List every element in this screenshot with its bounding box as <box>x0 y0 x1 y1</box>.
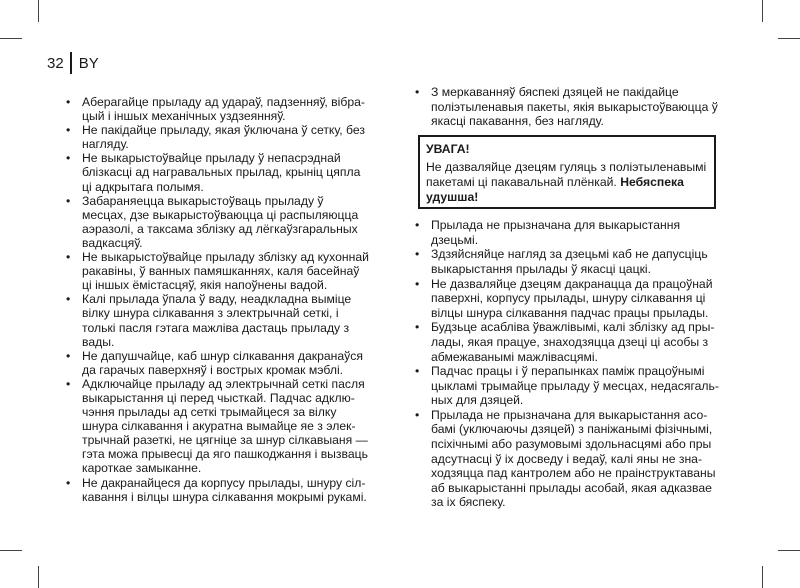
list-item-line: вілку шнура сілкавання з электрычнай сеткі, і <box>82 306 339 321</box>
warning-emphasis: удушша! <box>426 189 479 204</box>
bullet-icon: • <box>415 407 420 422</box>
list-item-line: Не пакідайце прыладу, якая ўключана ў сетку, без <box>82 123 365 138</box>
warning-emphasis: Небяспека <box>620 174 684 189</box>
list-item-line: Калі прылада ўпала ў ваду, неадкладна выміце <box>82 292 352 307</box>
list-item-line: кароткае замыканне. <box>82 461 202 476</box>
list-item-line: якасці пакавання, без нагляду. <box>431 114 604 129</box>
list-item <box>415 218 720 247</box>
list-item-line: бамі (уключаючы дзяцей) з паніжанымі фізічнымі, <box>431 422 713 437</box>
list-item-line: Аберагайце прыладу ад удараў, падзенняў, вібра- <box>82 95 365 109</box>
crop-mark <box>762 0 763 22</box>
bullet-icon: • <box>66 475 71 490</box>
list-item-line: блізкасці ад награвальных прылад, крыніц цяпла <box>82 165 361 180</box>
bullet-icon: • <box>66 292 71 307</box>
header-divider <box>70 52 72 74</box>
list-item-line: Не дакранайцеся да корпусу прылады, шнуру сіл- <box>82 475 366 490</box>
right-column <box>415 85 720 510</box>
list-item <box>415 320 720 364</box>
list-item-line: шнура сілкавання і акуратна вымайце яе з элек- <box>82 419 356 434</box>
list-item-line: ці адкрытага полымя. <box>82 179 204 194</box>
bullet-icon: • <box>66 123 71 138</box>
list-item <box>415 364 720 408</box>
list-item-line: нагляду. <box>82 137 129 152</box>
bullet-icon: • <box>415 320 420 335</box>
bullet-icon: • <box>415 276 420 291</box>
bullet-icon: • <box>66 193 71 208</box>
list-item <box>415 85 720 129</box>
list-item <box>66 123 386 151</box>
list-item-line: Забараняецца выкарыстоўваць прыладу ў <box>82 193 324 208</box>
list-item-line: аб выкарыстанні прылады асобай, якая адказвае <box>431 480 712 495</box>
list-item-line: аэразолі, а таксама зблізку ад лёгкаўзгаральных <box>82 221 358 236</box>
bullet-icon: • <box>415 85 420 99</box>
list-item-line: поліэтыленавыя пакеты, якія выкарыстоўваюцца ў <box>431 99 718 114</box>
list-item-line: за іх бяспеку. <box>431 495 506 510</box>
list-item-line: толькі пасля гэтага мажліва дастаць прыладу з <box>82 320 350 335</box>
list-item-line: цый і іншых механічных уздзеянняў. <box>82 109 286 124</box>
crop-mark <box>0 550 22 551</box>
list-item <box>66 194 386 250</box>
list-item-line: вадкасцяў. <box>82 235 143 250</box>
language-code: BY <box>78 54 99 72</box>
warning-title: УВАГА! <box>426 141 470 156</box>
list-item-line: чэння прылады ад сеткі трымайцеся за вілку <box>82 405 337 420</box>
crop-mark <box>762 566 763 588</box>
list-item-line: ходзяцца пад кантролем або не праінструктаваны <box>431 466 716 481</box>
bullet-icon: • <box>66 250 71 265</box>
list-item-line: Прылада не прызначана для выкарыстання асо- <box>431 407 708 422</box>
right-list-before <box>415 85 720 129</box>
list-item-line: Не дазваляйце дзецям дакранацца да працоўнай <box>431 276 713 291</box>
list-item-line: лады, якая працуе, знаходзяцца дзеці ці асобы з <box>431 334 709 349</box>
list-item-line: ных для дзяцей. <box>431 393 524 408</box>
bullet-icon: • <box>415 218 420 233</box>
crop-mark <box>778 38 800 39</box>
list-item-line: трычнай разеткі, не цягніце за шнур сілкавыаня — <box>82 433 368 448</box>
list-item-line: псіхічнымі або разумовымі здольнасцямі або пры <box>431 437 712 452</box>
list-item-line: дзецьмі. <box>431 232 479 247</box>
list-item-line: месцах, дзе выкарыстоўваюцца ці распыляюцца <box>82 207 359 222</box>
list-item-line: цыкламі трымайце прыладу ў месцах, недасягаль- <box>431 378 719 393</box>
list-item <box>415 247 720 276</box>
list-item <box>66 377 386 476</box>
list-item-line: выкарыстання прылады ў якасці цацкі. <box>431 261 651 276</box>
list-item <box>66 292 386 348</box>
list-item-line: Не выкарыстоўвайце прыладу зблізку ад кухоннай <box>82 250 369 265</box>
bullet-icon: • <box>66 95 71 109</box>
list-item-line: ракавіны, ў ванных памяшканнях, каля басейнаў <box>82 264 360 279</box>
crop-mark <box>778 550 800 551</box>
page-number: 32 <box>47 54 64 72</box>
warning-text: Не дазваляйце дзецям гуляць з поліэтыленавымі <box>426 160 707 175</box>
list-item-line: да гарачых паверхняў і вострых кромак мэблі. <box>82 362 344 377</box>
list-item <box>66 151 386 193</box>
bullet-icon: • <box>415 247 420 262</box>
list-item-line: вілцы шнура сілкавання падчас працы прылады. <box>431 305 709 320</box>
crop-mark <box>38 0 39 22</box>
list-item <box>66 95 386 123</box>
left-column <box>66 95 386 504</box>
list-item-line: Падчас працы і ў перапынках паміж працоўнымі <box>431 364 705 379</box>
list-item-line: ці іншых ёмістасцяў, якія напоўнены вадой. <box>82 278 328 293</box>
list-item-line: кавання і вілцы шнура сілкавання мокрымі рукамі. <box>82 489 367 504</box>
bullet-icon: • <box>66 376 71 391</box>
list-item-line: гэта можа прывесці да яго пашкоджання і вызваць <box>82 447 368 462</box>
crop-mark <box>0 38 22 39</box>
right-list-after <box>415 218 720 510</box>
list-item-line: Здзяйсняйце нагляд за дзецьмі каб не дапусціць <box>431 247 708 262</box>
list-item <box>66 476 386 504</box>
list-item-line: Не выкарыстоўвайце прыладу ў непасрэднай <box>82 151 341 166</box>
list-item-line: адсутнасці ў іх досведу і ведаў, калі яны не зна- <box>431 451 703 466</box>
list-item-line: Будзьце асабліва ўважлівымі, калі зблізку ад пры- <box>431 320 715 335</box>
list-item-line: паверхні, корпусу прылады, шнуру сілкавання ці <box>431 291 706 306</box>
crop-mark <box>38 566 39 588</box>
page-header <box>47 52 99 74</box>
list-item-line: Не дапушчайце, каб шнур сілкавання дакранаўся <box>82 348 363 363</box>
list-item <box>66 250 386 292</box>
warning-box <box>418 135 716 209</box>
list-item-line: Адключайце прыладу ад электрычнай сеткі пасля <box>82 376 365 391</box>
list-item <box>415 277 720 321</box>
list-item-line: выкарыстання ці перед чысткай. Падчас адклю- <box>82 390 355 405</box>
list-item-line: вады. <box>82 334 115 349</box>
list-item-line: абмежаванымі мажлівасцямі. <box>431 349 598 364</box>
list-item-line: Прылада не прызначана для выкарыстання <box>431 218 681 233</box>
bullet-icon: • <box>66 151 71 166</box>
bullet-icon: • <box>66 348 71 363</box>
list-item-line: З меркаванняў бяспекі дзяцей не пакідайце <box>431 85 679 99</box>
bullet-icon: • <box>415 364 420 379</box>
list-item <box>415 408 720 510</box>
warning-text: пакетамі ці пакавальнай плёнкай. <box>426 174 617 189</box>
list-item <box>66 349 386 377</box>
